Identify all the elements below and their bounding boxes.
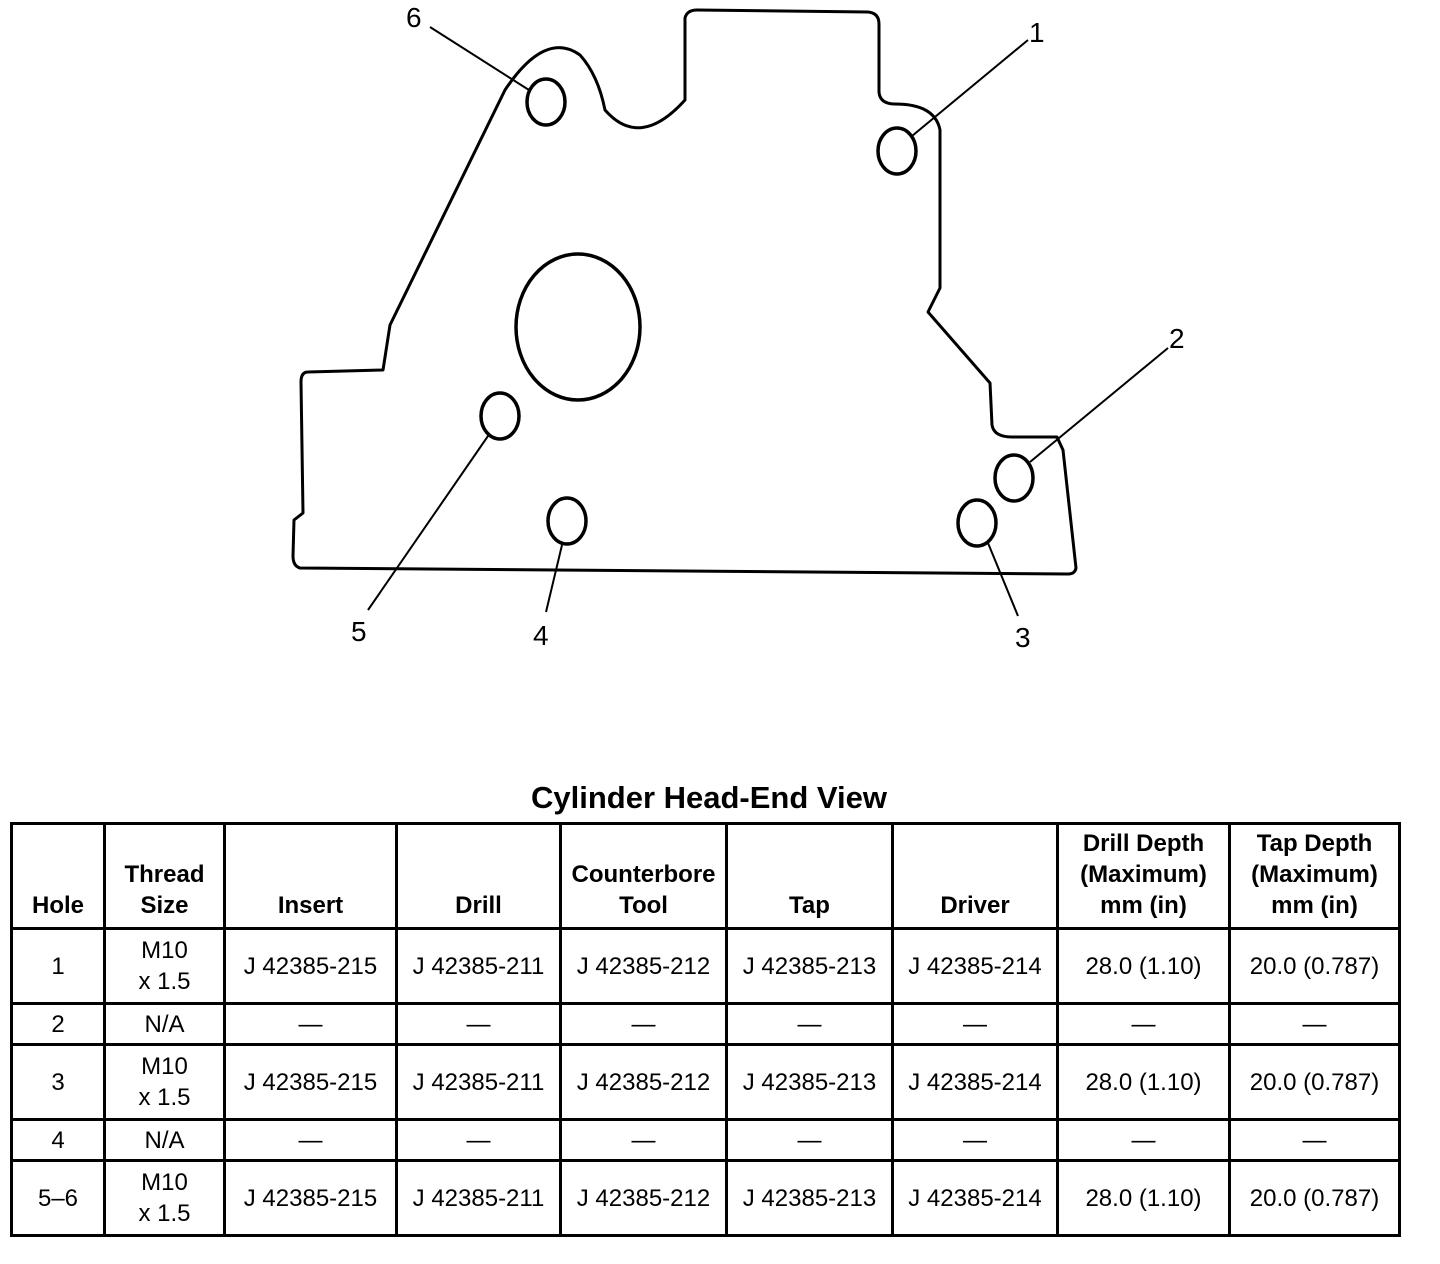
leader-line-2 xyxy=(1030,348,1168,462)
callout-label-2: 2 xyxy=(1169,323,1185,354)
cell-drill: — xyxy=(397,1004,561,1045)
cell-tap-depth: — xyxy=(1230,1120,1400,1161)
cell-counterbore-tool: — xyxy=(561,1004,727,1045)
cell-hole: 4 xyxy=(12,1120,105,1161)
cell-tap: J 42385-213 xyxy=(727,929,893,1004)
bolt-hole-1 xyxy=(878,128,916,174)
cell-thread-size: M10 x 1.5 xyxy=(105,929,225,1004)
cell-tap: J 42385-213 xyxy=(727,1161,893,1236)
head-outline xyxy=(293,10,1076,574)
cell-thread-size: N/A xyxy=(105,1004,225,1045)
cell-tap-depth: 20.0 (0.787) xyxy=(1230,929,1400,1004)
cell-insert: J 42385-215 xyxy=(225,1161,397,1236)
header-drill-depth: Drill Depth (Maximum) mm (in) xyxy=(1058,824,1230,929)
header-drill: Drill xyxy=(397,824,561,929)
header-thread-size: Thread Size xyxy=(105,824,225,929)
bolt-hole-2 xyxy=(995,455,1033,501)
cell-tap: — xyxy=(727,1120,893,1161)
cell-drill-depth: — xyxy=(1058,1004,1230,1045)
cell-drill: — xyxy=(397,1120,561,1161)
table-row xyxy=(12,1045,1400,1120)
header-counterbore-tool: Counterbore Tool xyxy=(561,824,727,929)
callout-label-4: 4 xyxy=(533,620,549,651)
cell-driver: J 42385-214 xyxy=(893,1045,1058,1120)
leader-line-4 xyxy=(546,545,562,612)
cell-drill-depth: 28.0 (1.10) xyxy=(1058,1045,1230,1120)
cell-tap: J 42385-213 xyxy=(727,1045,893,1120)
cell-hole: 3 xyxy=(12,1045,105,1120)
cell-insert: — xyxy=(225,1120,397,1161)
header-hole: Hole xyxy=(12,824,105,929)
leader-line-6 xyxy=(430,27,529,90)
cell-insert: — xyxy=(225,1004,397,1045)
header-tap-depth: Tap Depth (Maximum) mm (in) xyxy=(1230,824,1400,929)
cell-insert: J 42385-215 xyxy=(225,929,397,1004)
cell-thread-size: N/A xyxy=(105,1120,225,1161)
bolt-hole-6 xyxy=(527,79,565,125)
table-row xyxy=(12,929,1400,1004)
cell-thread-size: M10 x 1.5 xyxy=(105,1045,225,1120)
table-row xyxy=(12,1004,1400,1045)
cell-tap-depth: — xyxy=(1230,1004,1400,1045)
cell-tap-depth: 20.0 (0.787) xyxy=(1230,1161,1400,1236)
bolt-hole-5 xyxy=(481,393,519,439)
cell-tap: — xyxy=(727,1004,893,1045)
cell-drill-depth: 28.0 (1.10) xyxy=(1058,929,1230,1004)
table-header-row xyxy=(12,824,1400,929)
header-driver: Driver xyxy=(893,824,1058,929)
cell-tap-depth: 20.0 (0.787) xyxy=(1230,1045,1400,1120)
leader-line-5 xyxy=(368,436,488,610)
callout-label-5: 5 xyxy=(351,616,367,647)
cell-counterbore-tool: J 42385-212 xyxy=(561,1045,727,1120)
callout-label-3: 3 xyxy=(1015,622,1031,653)
cell-counterbore-tool: J 42385-212 xyxy=(561,929,727,1004)
cell-driver: — xyxy=(893,1120,1058,1161)
leader-line-1 xyxy=(912,40,1028,136)
cell-drill-depth: 28.0 (1.10) xyxy=(1058,1161,1230,1236)
cell-drill-depth: — xyxy=(1058,1120,1230,1161)
cell-insert: J 42385-215 xyxy=(225,1045,397,1120)
cell-thread-size: M10 x 1.5 xyxy=(105,1161,225,1236)
callout-label-1: 1 xyxy=(1029,17,1045,48)
table-row xyxy=(12,1161,1400,1236)
cell-driver: J 42385-214 xyxy=(893,929,1058,1004)
center-bore xyxy=(516,254,640,400)
cell-drill: J 42385-211 xyxy=(397,1045,561,1120)
callout-label-6: 6 xyxy=(406,2,422,33)
cell-drill: J 42385-211 xyxy=(397,1161,561,1236)
cell-driver: — xyxy=(893,1004,1058,1045)
diagram-caption: Cylinder Head-End View xyxy=(530,780,887,815)
cell-hole: 5–6 xyxy=(12,1161,105,1236)
leader-line-3 xyxy=(988,543,1018,616)
cell-counterbore-tool: J 42385-212 xyxy=(561,1161,727,1236)
thread-repair-spec-table xyxy=(10,822,1401,1237)
bolt-hole-3 xyxy=(958,500,996,546)
cell-hole: 1 xyxy=(12,929,105,1004)
table-row xyxy=(12,1120,1400,1161)
bolt-hole-4 xyxy=(548,498,586,544)
header-tap: Tap xyxy=(727,824,893,929)
cell-drill: J 42385-211 xyxy=(397,929,561,1004)
cell-hole: 2 xyxy=(12,1004,105,1045)
cell-counterbore-tool: — xyxy=(561,1120,727,1161)
header-insert: Insert xyxy=(225,824,397,929)
cell-driver: J 42385-214 xyxy=(893,1161,1058,1236)
